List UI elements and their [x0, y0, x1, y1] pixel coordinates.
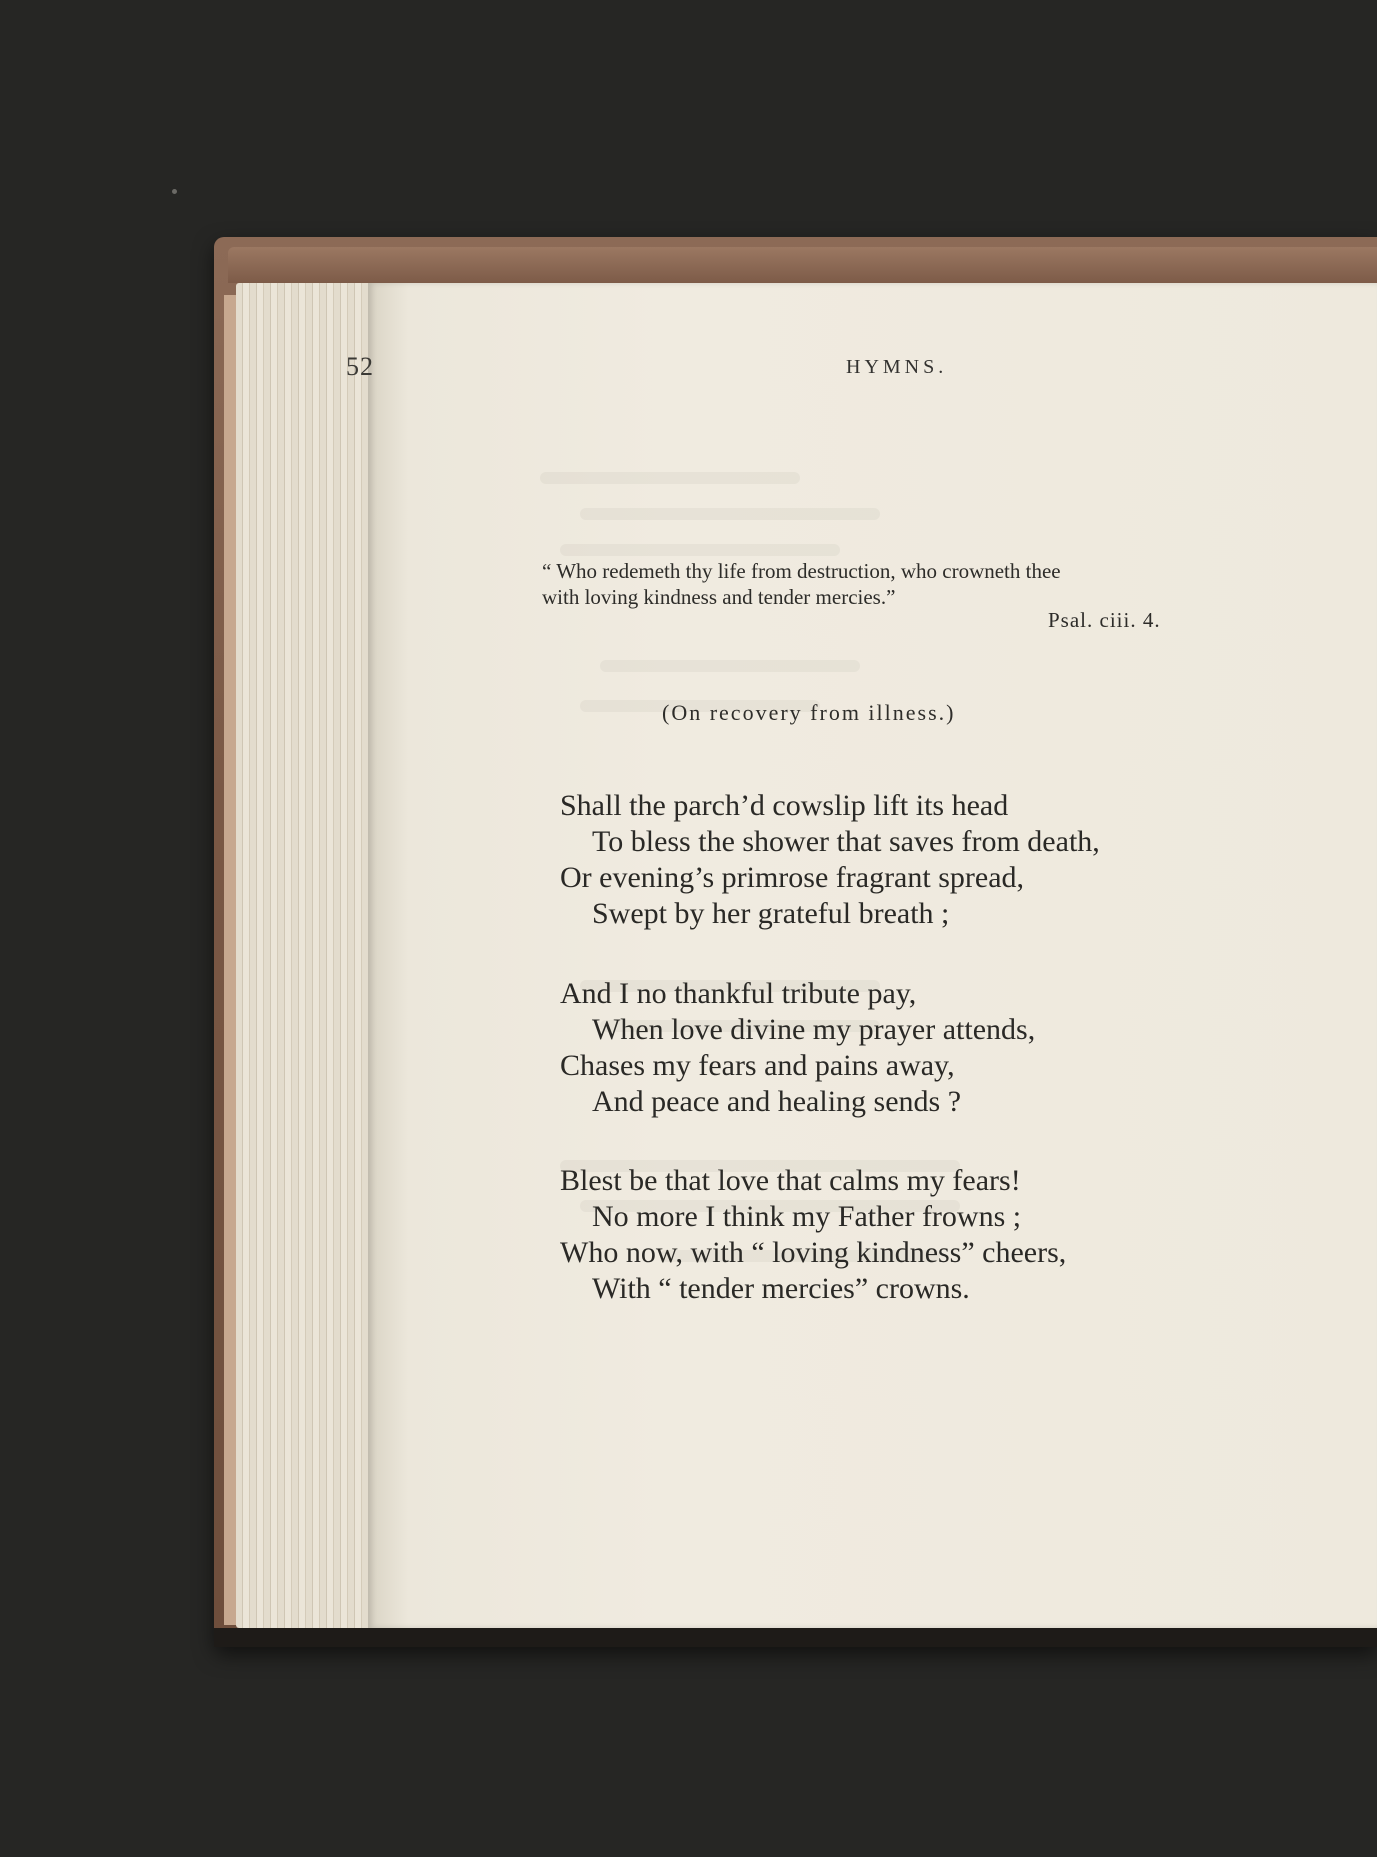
- page-stack: [236, 283, 386, 1628]
- verse-line: When love divine my prayer attends,: [592, 1013, 1036, 1046]
- verse-line: Or evening’s primrose fragrant spread,: [560, 861, 1025, 894]
- epigraph-line: “ Who redemeth thy life from destruction, who crowneth thee: [542, 559, 1061, 583]
- verse-line: With “ tender mercies” crowns.: [592, 1272, 970, 1305]
- verse-line: Who now, with “ loving kindness” cheers,: [560, 1236, 1067, 1269]
- running-head: HYMNS.: [846, 356, 948, 378]
- verse-line: Blest be that love that calms my fears!: [560, 1164, 1021, 1197]
- verse-line: Shall the parch’d cowslip lift its head: [560, 789, 1009, 822]
- page-number: 52: [346, 352, 374, 381]
- verse-line: No more I think my Father frowns ;: [592, 1200, 1022, 1233]
- background-speck: [172, 189, 177, 194]
- book: [214, 237, 1377, 1647]
- verse-line: Chases my fears and pains away,: [560, 1049, 955, 1082]
- verse-line: To bless the shower that saves from death,: [592, 825, 1100, 858]
- page-bottom-shadow: [214, 1628, 1377, 1647]
- book-page: [368, 283, 1377, 1628]
- verse-line: And I no thankful tribute pay,: [560, 977, 917, 1010]
- epigraph-line: with loving kindness and tender mercies.”: [542, 585, 896, 609]
- verse-line: Swept by her grateful breath ;: [592, 897, 950, 930]
- stanza: [560, 788, 1100, 932]
- book-cover-top-edge: [228, 247, 1377, 283]
- stanza: [560, 976, 1035, 1120]
- hymn-title: (On recovery from illness.): [662, 700, 956, 725]
- epigraph-citation: Psal. ciii. 4.: [1048, 608, 1161, 632]
- epigraph: [542, 558, 1242, 610]
- stanza: [560, 1163, 1066, 1307]
- verse-line: And peace and healing sends ?: [592, 1085, 962, 1118]
